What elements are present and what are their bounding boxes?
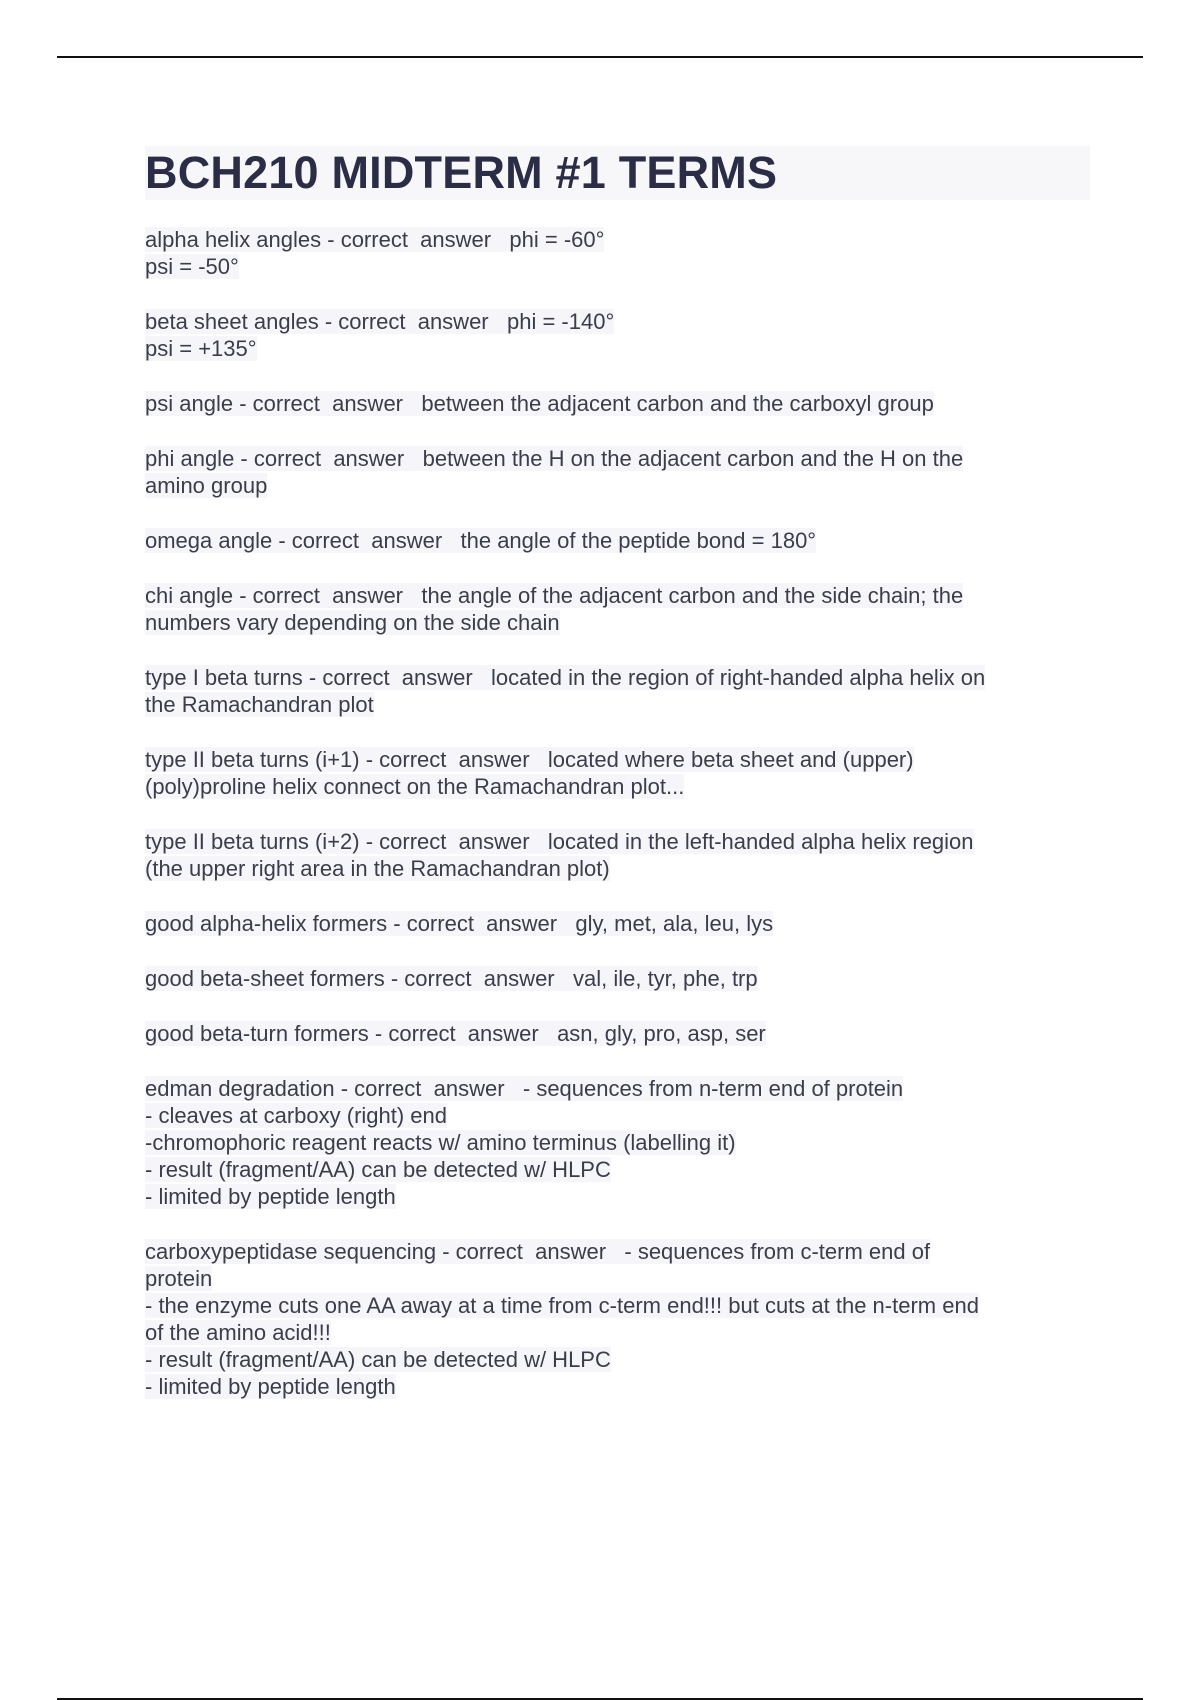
term-entry: [145, 1238, 1090, 1400]
term-entry: [145, 527, 1090, 554]
term-entry-text: [145, 227, 604, 279]
answer-separator: - correct answer: [436, 1239, 625, 1264]
term-entry: [145, 746, 1090, 800]
answer-separator: - correct answer: [233, 391, 422, 416]
term-entry-text: [145, 665, 985, 717]
term-definition: gly, met, ala, leu, lys: [575, 911, 774, 936]
term-entry: [145, 910, 1090, 937]
term-entry-text: [145, 966, 758, 991]
term-definition: phi = -140° psi = +135°: [145, 309, 615, 361]
term-definition: - sequences from n-term end of protein - cleaves at carboxy (right) end -chromophoric reagent reacts w/ amino terminus (labelling it) - result (fragment/AA) can be detected w/ HLPC - limited by peptide length: [145, 1076, 904, 1209]
term-definition: - sequences from c-term end of protein - the enzyme cuts one AA away at a time from c-term end!!! but cuts at the n-term end of the amino acid!!! - result (fragment/AA) can be detected w/ HLPC - limited by peptide length: [145, 1239, 979, 1399]
answer-separator: - correct answer: [359, 829, 548, 854]
term-label: type I beta turns: [145, 665, 303, 690]
term-definition: the angle of the peptide bond = 180°: [460, 528, 817, 553]
term-label: carboxypeptidase sequencing: [145, 1239, 437, 1264]
term-definition: between the adjacent carbon and the carboxyl group: [421, 391, 934, 416]
title-block: [145, 146, 1090, 200]
term-entry-text: [145, 747, 914, 799]
term-definition: asn, gly, pro, asp, ser: [557, 1021, 766, 1046]
term-entry-text: [145, 528, 816, 553]
term-entry: [145, 965, 1090, 992]
term-entry-text: [145, 391, 934, 416]
term-label: alpha helix angles: [145, 227, 322, 252]
term-definition: located where beta sheet and (upper) (poly)proline helix connect on the Ramachandran plot...: [145, 747, 914, 799]
top-rule: [57, 56, 1143, 58]
answer-separator: - correct answer: [302, 665, 492, 690]
term-entry-text: [145, 446, 963, 498]
term-label: omega angle: [145, 528, 273, 553]
answer-separator: - correct answer: [359, 747, 548, 772]
term-label: psi angle: [145, 391, 234, 416]
term-entry-text: [145, 583, 963, 635]
term-entry-text: [145, 911, 773, 936]
term-label: type II beta turns (i+2): [145, 829, 360, 854]
answer-separator: - correct answer: [387, 911, 576, 936]
answer-separator: - correct answer: [368, 1021, 558, 1046]
term-entry-text: [145, 1076, 903, 1209]
term-label: chi angle: [145, 583, 234, 608]
term-entry-text: [145, 829, 974, 881]
term-definition: located in the region of right-handed alpha helix on the Ramachandran plot: [145, 665, 986, 717]
term-definition: between the H on the adjacent carbon and the H on the amino group: [145, 446, 964, 498]
term-entry: [145, 308, 1090, 362]
term-label: good beta-sheet formers: [145, 966, 385, 991]
term-entry: [145, 445, 1090, 499]
term-list: [145, 226, 1090, 1400]
term-entry: [145, 1020, 1090, 1047]
answer-separator: - correct answer: [233, 583, 422, 608]
answer-separator: - correct answer: [334, 1076, 523, 1101]
term-entry: [145, 828, 1090, 882]
term-definition: the angle of the adjacent carbon and the side chain; the numbers vary depending on the side chain: [145, 583, 964, 635]
term-entry-text: [145, 1021, 766, 1046]
term-entry: [145, 664, 1090, 718]
term-label: phi angle: [145, 446, 235, 471]
term-label: edman degradation: [145, 1076, 335, 1101]
term-entry-text: [145, 1239, 979, 1399]
document-title: BCH210 MIDTERM #1 TERMS: [145, 147, 778, 198]
answer-separator: - correct answer: [321, 227, 510, 252]
term-label: good alpha-helix formers: [145, 911, 388, 936]
term-entry-text: [145, 309, 614, 361]
answer-separator: - correct answer: [272, 528, 461, 553]
document-body: [145, 146, 1090, 1428]
term-definition: val, ile, tyr, phe, trp: [572, 966, 758, 991]
answer-separator: - correct answer: [318, 309, 507, 334]
term-label: good beta-turn formers: [145, 1021, 369, 1046]
answer-separator: - correct answer: [234, 446, 423, 471]
term-definition: phi = -60° psi = -50°: [145, 227, 605, 279]
term-entry: [145, 1075, 1090, 1210]
term-entry: [145, 390, 1090, 417]
term-label: beta sheet angles: [145, 309, 319, 334]
term-label: type II beta turns (i+1): [145, 747, 360, 772]
term-definition: located in the left-handed alpha helix region (the upper right area in the Ramachandran plot): [145, 829, 974, 881]
term-entry: [145, 582, 1090, 636]
term-entry: [145, 226, 1090, 280]
answer-separator: - correct answer: [384, 966, 573, 991]
